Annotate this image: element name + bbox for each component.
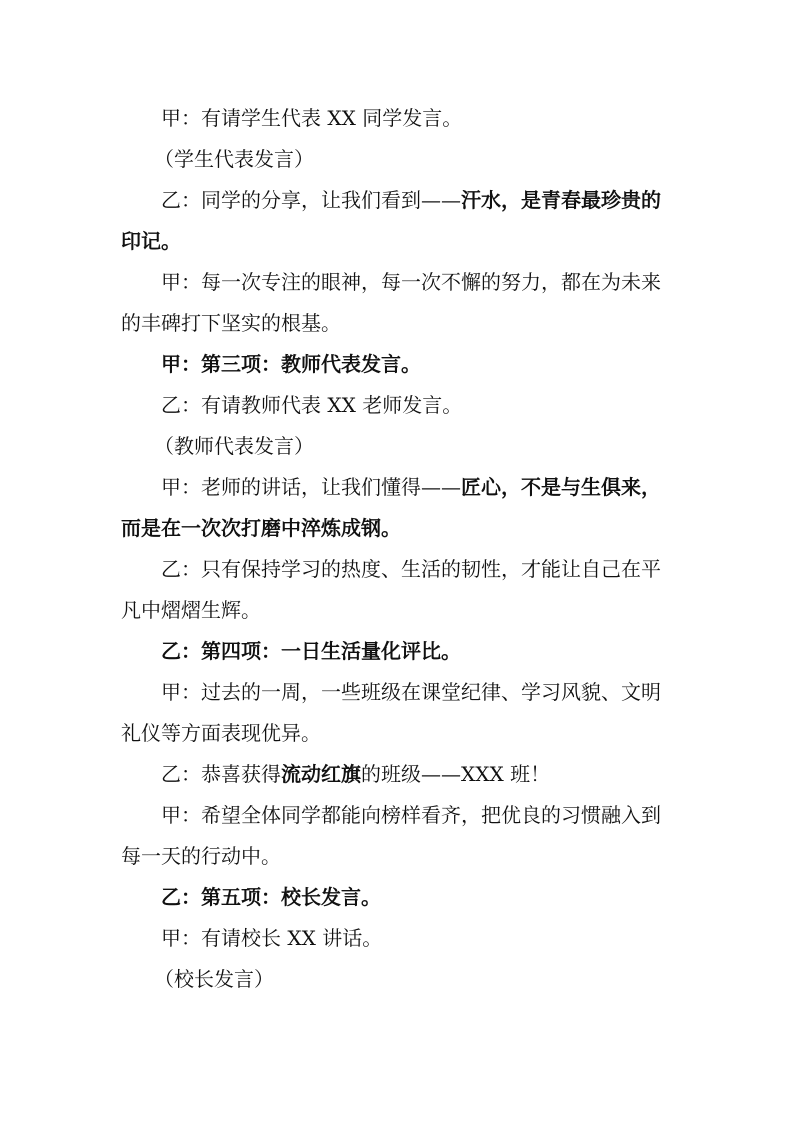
line-text: 只有保持学习的热度、生活的韧性，才能让自己在平凡中熠熠生辉。 <box>121 557 661 622</box>
speaker-label: 乙： <box>161 557 201 581</box>
paragraph-line <box>121 918 674 959</box>
emphasis-text: 匠心，不是与生俱来，而是在一次次打磨中淬炼成钢。 <box>121 475 661 540</box>
paragraph-line <box>121 672 674 754</box>
paragraph-line <box>121 262 674 344</box>
stage-direction <box>121 426 674 467</box>
speaker-label: 甲： <box>161 106 201 130</box>
emphasis-text: 汗水，是青春最珍贵的印记。 <box>121 188 661 253</box>
line-text: 过去的一周，一些班级在课堂纪律、学习风貌、文明礼仪等方面表现优异。 <box>121 680 661 745</box>
speaker-label: 乙： <box>161 639 201 663</box>
speaker-label: 乙： <box>161 188 201 212</box>
line-text: 老师的讲话，让我们懂得—— <box>201 475 461 499</box>
line-text: （学生代表发言） <box>154 147 314 171</box>
stage-direction <box>121 959 674 1000</box>
line-text: 第四项：一日生活量化评比。 <box>201 639 461 663</box>
line-text: 第三项：教师代表发言。 <box>201 352 421 376</box>
section-heading <box>121 344 674 385</box>
line-text: 每一次专注的眼神，每一次不懈的努力，都在为未来的丰碑打下坚实的根基。 <box>121 270 661 335</box>
line-text: 希望全体同学都能向榜样看齐，把优良的习惯融入到每一天的行动中。 <box>121 803 661 868</box>
script-body <box>121 98 674 1000</box>
paragraph-line <box>121 385 674 426</box>
speaker-label: 乙： <box>161 393 201 417</box>
speaker-label: 甲： <box>161 926 201 950</box>
line-text: 恭喜获得 <box>201 762 281 786</box>
line-text: 有请教师代表 XX 老师发言。 <box>201 393 463 417</box>
paragraph-line <box>121 795 674 877</box>
line-text: 有请学生代表 XX 同学发言。 <box>201 106 463 130</box>
speaker-label: 甲： <box>161 803 201 827</box>
line-text-continued: 的班级——XXX 班！ <box>361 762 551 786</box>
line-text: 第五项：校长发言。 <box>201 885 381 909</box>
line-text: 同学的分享，让我们看到—— <box>201 188 461 212</box>
paragraph-line <box>121 98 674 139</box>
paragraph-line <box>121 549 674 631</box>
section-heading <box>121 877 674 918</box>
paragraph-line <box>121 180 674 262</box>
emphasis-text: 流动红旗 <box>281 762 361 786</box>
speaker-label: 乙： <box>161 885 201 909</box>
line-text: （校长发言） <box>154 967 274 991</box>
paragraph-line <box>121 467 674 549</box>
speaker-label: 乙： <box>161 762 201 786</box>
line-text: （教师代表发言） <box>154 434 314 458</box>
section-heading <box>121 631 674 672</box>
speaker-label: 甲： <box>161 270 201 294</box>
stage-direction <box>121 139 674 180</box>
speaker-label: 甲： <box>161 680 201 704</box>
speaker-label: 甲： <box>161 475 201 499</box>
speaker-label: 甲： <box>161 352 201 376</box>
line-text: 有请校长 XX 讲话。 <box>201 926 383 950</box>
paragraph-line <box>121 754 674 795</box>
